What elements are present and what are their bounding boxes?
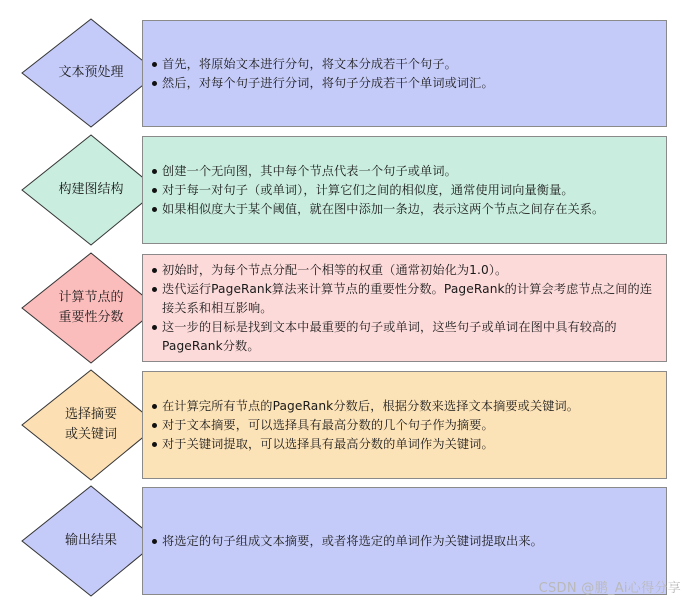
step-label: 构建图结构 (58, 182, 124, 197)
bullet-item: 创建一个无向图，其中每个节点代表一个句子或单词。 (151, 162, 656, 181)
bullet-item: 初始时，为每个节点分配一个相等的权重（通常初始化为1.0）。 (151, 261, 656, 280)
step-label: 选择摘要 或关键词 (64, 407, 117, 442)
bullet-item: 迭代运行PageRank算法来计算节点的重要性分数。PageRank的计算会考虑节点之间的连接关系和相互影响。 (151, 280, 656, 318)
step-select (0, 369, 693, 481)
bullet-item: 对于文本摘要，可以选择具有最高分数的几个句子作为摘要。 (151, 416, 656, 435)
bullet-item: 对于关键词提取，可以选择具有最高分数的单词作为关键词。 (151, 435, 656, 454)
bullet-item: 将选定的句子组成文本摘要，或者将选定的单词作为关键词提取出来。 (151, 532, 656, 551)
step-label: 输出结果 (64, 533, 117, 548)
step-description-box (142, 371, 667, 479)
step-build-graph (0, 134, 693, 246)
bullet-item: 首先，将原始文本进行分句，将文本分成若干个句子。 (151, 55, 656, 74)
bullet-item: 在计算完所有节点的PageRank分数后，根据分数来选择文本摘要或关键词。 (151, 397, 656, 416)
step-label: 计算节点的 重要性分数 (58, 290, 124, 325)
bullet-item: 这一步的目标是找到文本中最重要的句子或单词，这些句子或单词在图中具有较高的PageRank分数。 (151, 318, 656, 356)
step-compute-scores (0, 252, 693, 364)
step-description-box (142, 136, 667, 244)
step-description-box (142, 20, 667, 127)
bullet-item: 然后，对每个句子进行分词，将句子分成若干个单词或词汇。 (151, 74, 656, 93)
step-description-box (142, 254, 667, 362)
bullet-item: 如果相似度大于某个阈值，就在图中添加一条边，表示这两个节点之间存在关系。 (151, 200, 656, 219)
step-preprocess (0, 18, 693, 128)
bullet-item: 对于每一对句子（或单词），计算它们之间的相似度，通常使用词向量衡量。 (151, 181, 656, 200)
step-label: 文本预处理 (58, 65, 124, 80)
watermark: CSDN @鹏_Ai心得分享 (538, 581, 681, 596)
